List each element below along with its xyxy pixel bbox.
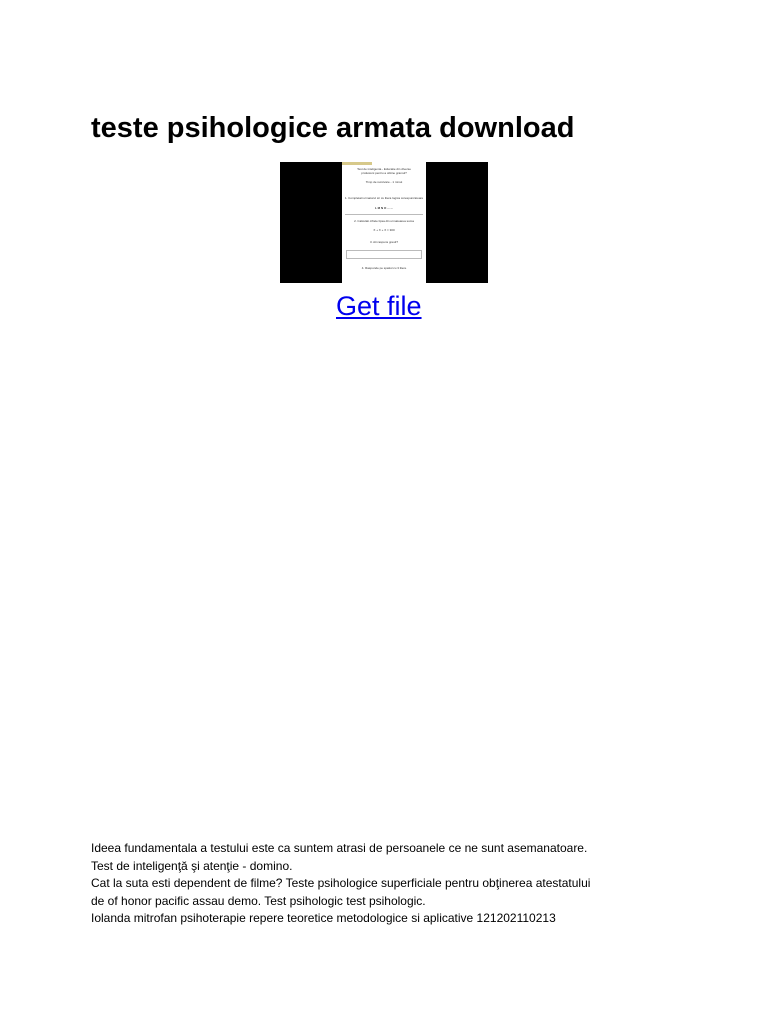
preview-line: 4. Raspunde pe spatiul cu 3 litere [361,266,407,270]
preview-header-bar [342,162,372,165]
page-title: teste psihologice armata download [91,112,575,144]
preview-page [342,162,426,283]
preview-divider [345,214,423,215]
preview-line: 3. Ati raspuns gresit? [369,240,398,244]
paragraph: Test de inteligenţă şi atenţie - domino. [91,858,293,873]
preview-answer-box [346,250,422,259]
preview-line: X + X + X = 300 [373,228,395,232]
paragraph: de of honor pacific assau demo. Test psihologic test psihologic. [91,893,426,908]
get-file-link[interactable]: Get file [336,291,422,321]
paragraph: Iolanda mitrofan psihoterapie repere teoretice metodologice si aplicative 121202110213 [91,911,556,925]
paragraph: Ideea fundamentala a testului este ca suntem atrasi de persoanele ce ne sunt asemanatoare. [91,841,588,855]
preview-line: Test de inteligenta - Educatie din diverse [357,167,411,171]
preview-line: 1. Completati urmatorul sir cu litera logica corespunzatoare [344,196,424,200]
preview-line: Timp de rezolvare - 1 minut [365,180,403,184]
document-preview-image[interactable] [280,162,488,283]
preview-line: 2. Calculati cifrele lipsa din urmatoarea suma [354,219,414,223]
preview-line: L M N O ... ... [375,206,393,210]
body-text [91,840,691,928]
preview-line: profesiuni pentru a obtine gramul? [361,171,407,175]
paragraph: Cat la suta esti dependent de filme? Teste psihologice superficiale pentru obţinerea atestatului [91,876,591,890]
